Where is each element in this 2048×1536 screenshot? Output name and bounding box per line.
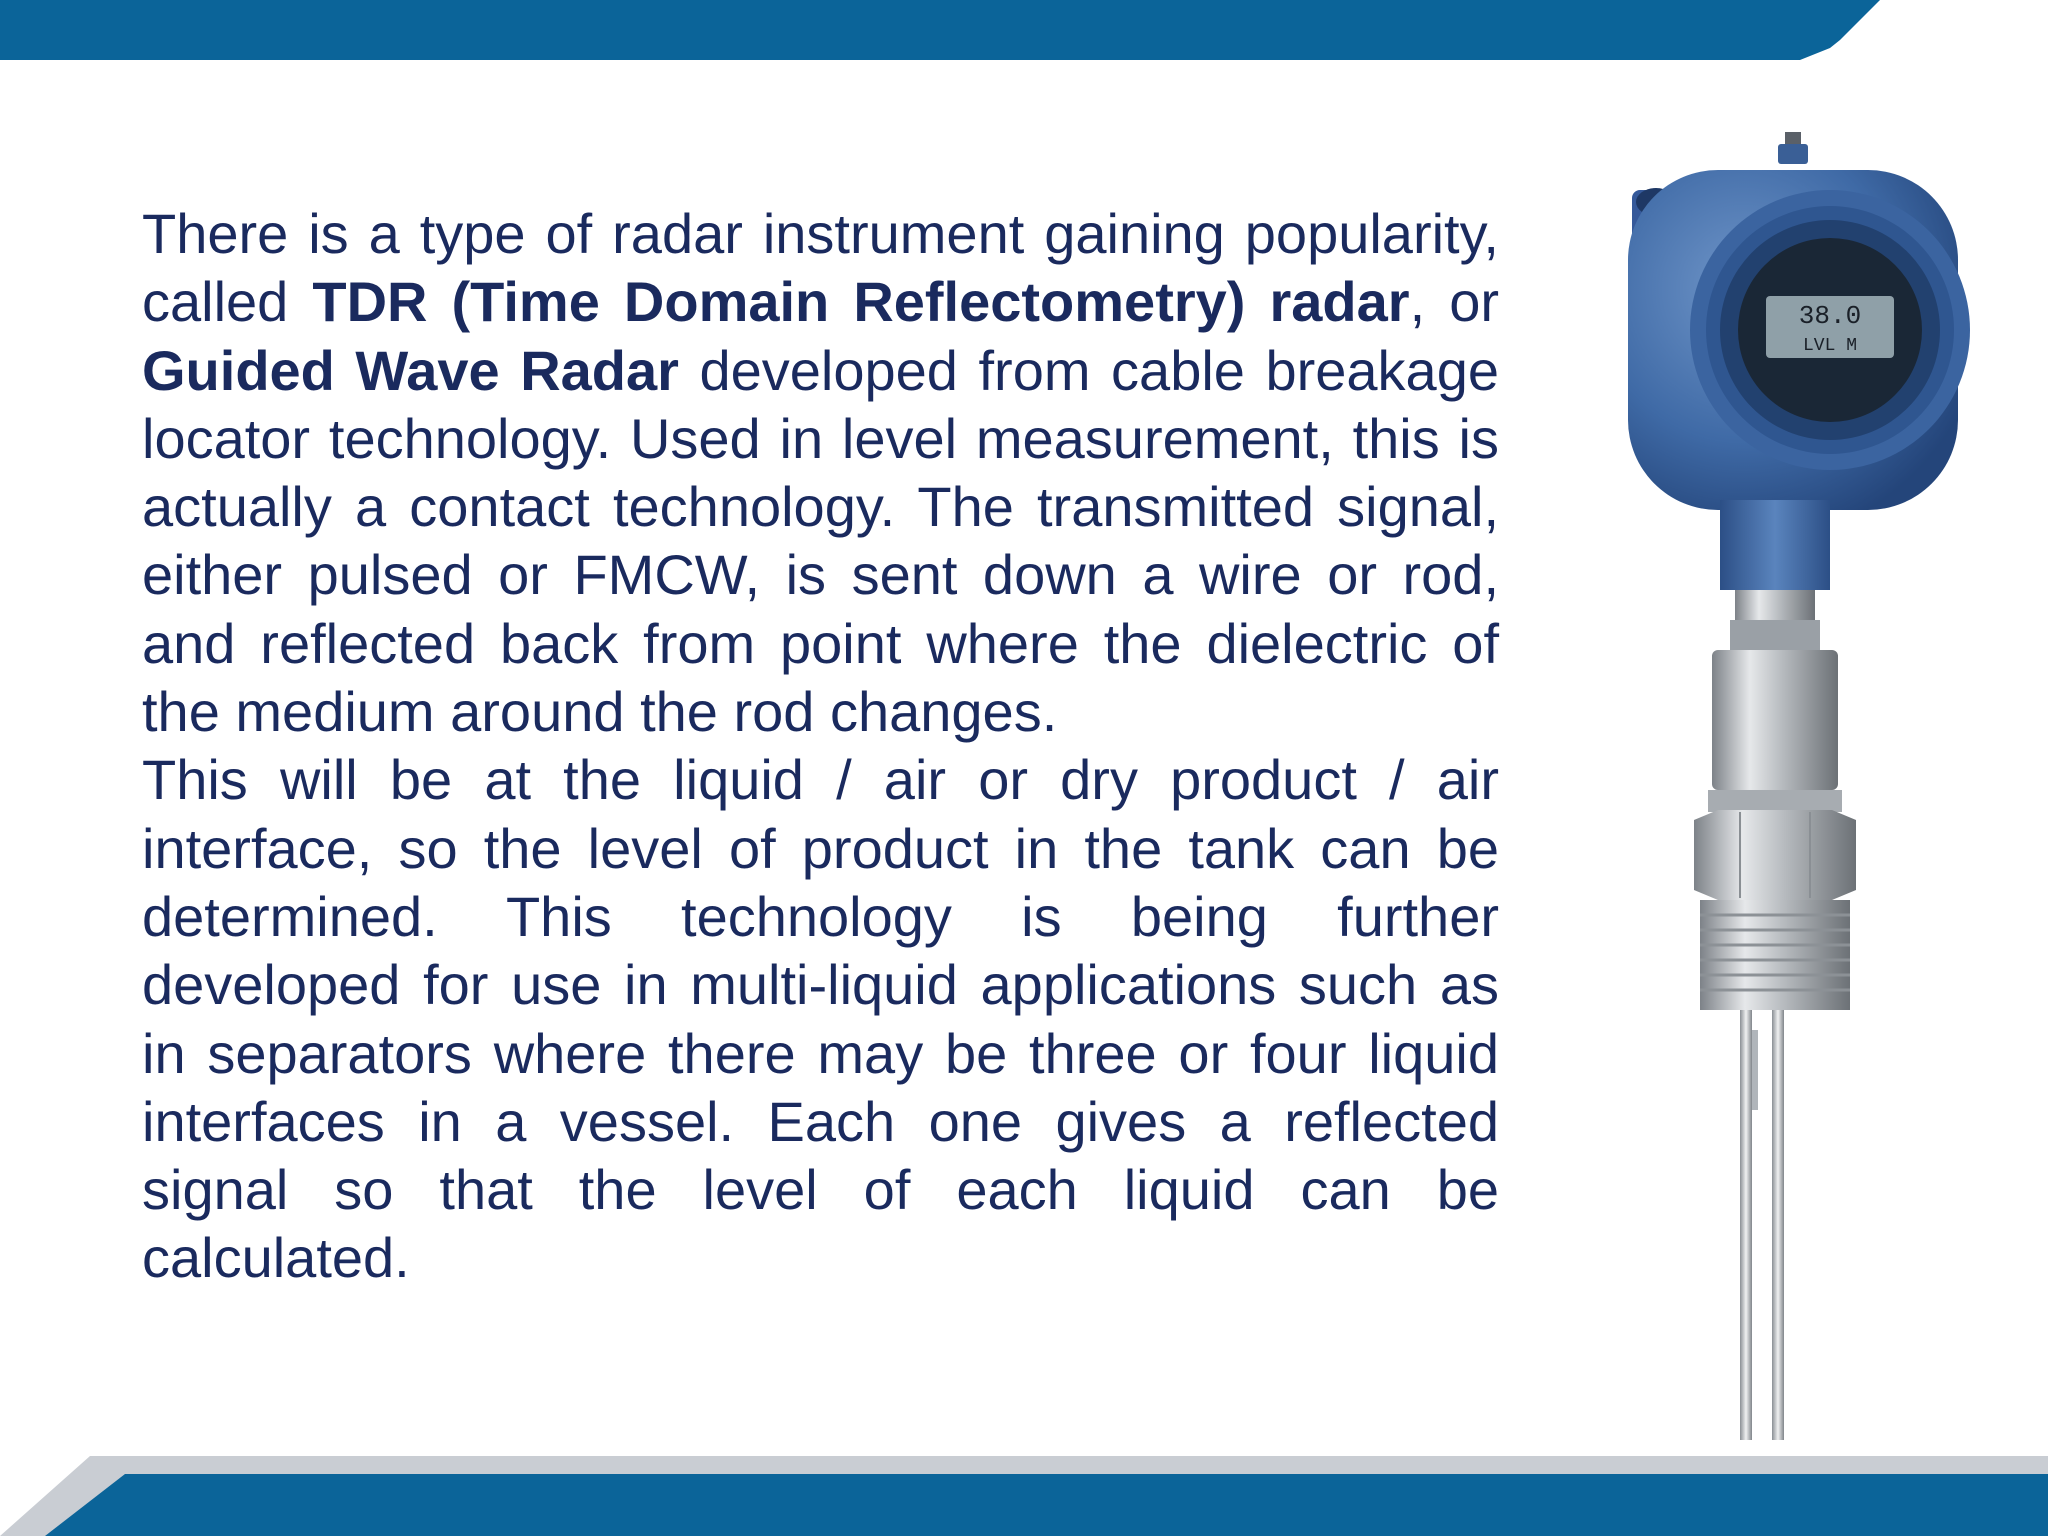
paragraph1-text-c: developed from cable breakage locator technology. Used in level measurement, this is actually a contact technology. The transmitted signal, either pulsed or FMCW, is sent down a wire or rod, and reflected back from point where the dielectric of the medium around the rod changes. [142, 338, 1499, 744]
top-header-band [0, 0, 2048, 60]
paragraph1-text-b: , or [1409, 270, 1499, 334]
probe-rod-left [1740, 1010, 1752, 1440]
body-text [142, 200, 1499, 1293]
paragraph1-bold-gwr: Guided Wave Radar [142, 338, 679, 402]
paragraph1-text-a: There is a type of radar instrument gaining popularity, called [142, 202, 1499, 334]
paragraph-tdr-intro [142, 200, 1499, 746]
guided-wave-radar-transmitter-image [1590, 130, 2010, 1442]
probe-rod-right [1772, 1010, 1784, 1440]
bottom-footer-band [0, 1456, 2048, 1536]
display-value: 38.0 [1798, 301, 1862, 331]
paragraph1-bold-tdr: TDR (Time Domain Reflectometry) radar [312, 270, 1410, 334]
paragraph-interface: This will be at the liquid / air or dry product / air interface, so the level of product in the tank can be determined. This technology is being further developed for use in multi-liquid applications such as in separators where there may be three or four liquid interfaces in a vessel. Each one gives a reflected signal so that the level of each liquid can be calculated. [142, 748, 1499, 1290]
display-unit: LVL M [1802, 336, 1858, 356]
